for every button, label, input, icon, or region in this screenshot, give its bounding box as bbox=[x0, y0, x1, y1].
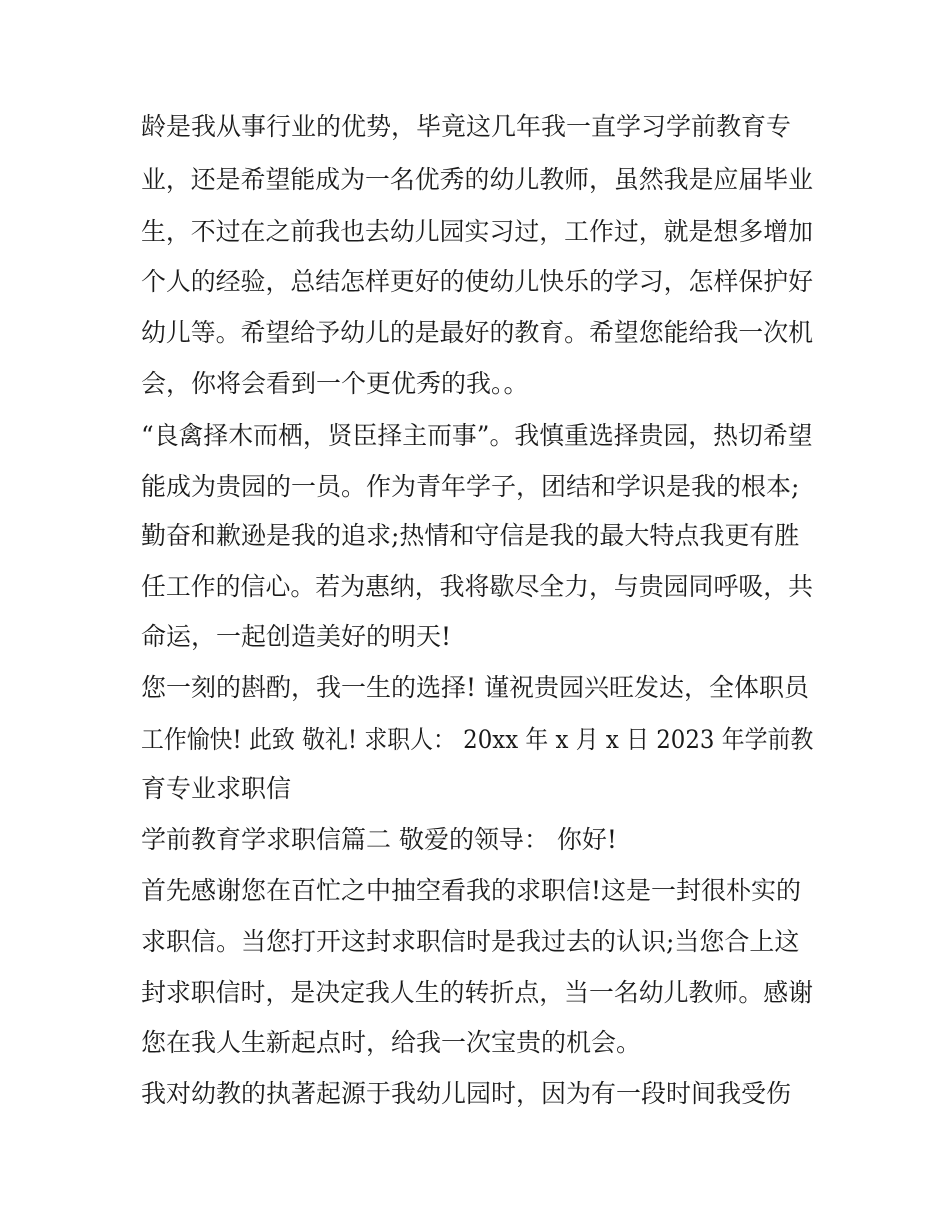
text-line: 工作愉快! 此致 敬礼! 求职人： 20xx 年 x 月 x 日 2023 年学前教 bbox=[141, 725, 814, 754]
text-line: 首先感谢您在百忙之中抽空看我的求职信!这是一封很朴实的 bbox=[141, 876, 802, 905]
text-line: 学前教育学求职信篇二 敬爱的领导： 你好! bbox=[141, 825, 617, 854]
text-line: 命运，一起创造美好的明天! bbox=[141, 622, 452, 651]
text-line: 幼儿等。希望给予幼儿的是最好的教育。希望您能给我一次机 bbox=[141, 318, 814, 347]
text-line: 龄是我从事行业的优势，毕竟这几年我一直学习学前教育专 bbox=[141, 112, 792, 141]
text-line: 生，不过在之前我也去幼儿园实习过，工作过，就是想多增加 bbox=[141, 217, 814, 246]
text-line: 会，你将会看到一个更优秀的我。。 bbox=[141, 369, 529, 398]
text-line: 业，还是希望能成为一名优秀的幼儿教师，虽然我是应届毕业 bbox=[141, 165, 814, 194]
text-line: 能成为贵园的一员。作为青年学子，团结和学识是我的根本; bbox=[141, 472, 800, 501]
text-line: 求职信。当您打开这封求职信时是我过去的认识;当您合上这 bbox=[141, 927, 800, 956]
text-line: 育专业求职信 bbox=[141, 774, 292, 803]
text-line: 勤奋和歉逊是我的追求;热情和守信是我的最大特点我更有胜 bbox=[141, 521, 800, 550]
text-line: 您一刻的斟酌，我一生的选择! 谨祝贵园兴旺发达，全体职员 bbox=[141, 673, 809, 702]
text-line: “良禽择木而栖，贤臣择主而事”。我慎重选择贵园，热切希望 bbox=[141, 421, 813, 450]
text-line: 个人的经验，总结怎样更好的使幼儿快乐的学习，怎样保护好 bbox=[141, 267, 814, 296]
text-line: 任工作的信心。若为惠纳，我将歇尽全力，与贵园同呼吸，共 bbox=[141, 572, 814, 601]
text-line: 封求职信时，是决定我人生的转折点，当一名幼儿教师。感谢 bbox=[141, 978, 814, 1007]
text-line: 我对幼教的执著起源于我幼儿园时，因为有一段时间我受伤 bbox=[141, 1079, 792, 1108]
text-line: 您在我人生新起点时，给我一次宝贵的机会。 bbox=[141, 1028, 642, 1057]
